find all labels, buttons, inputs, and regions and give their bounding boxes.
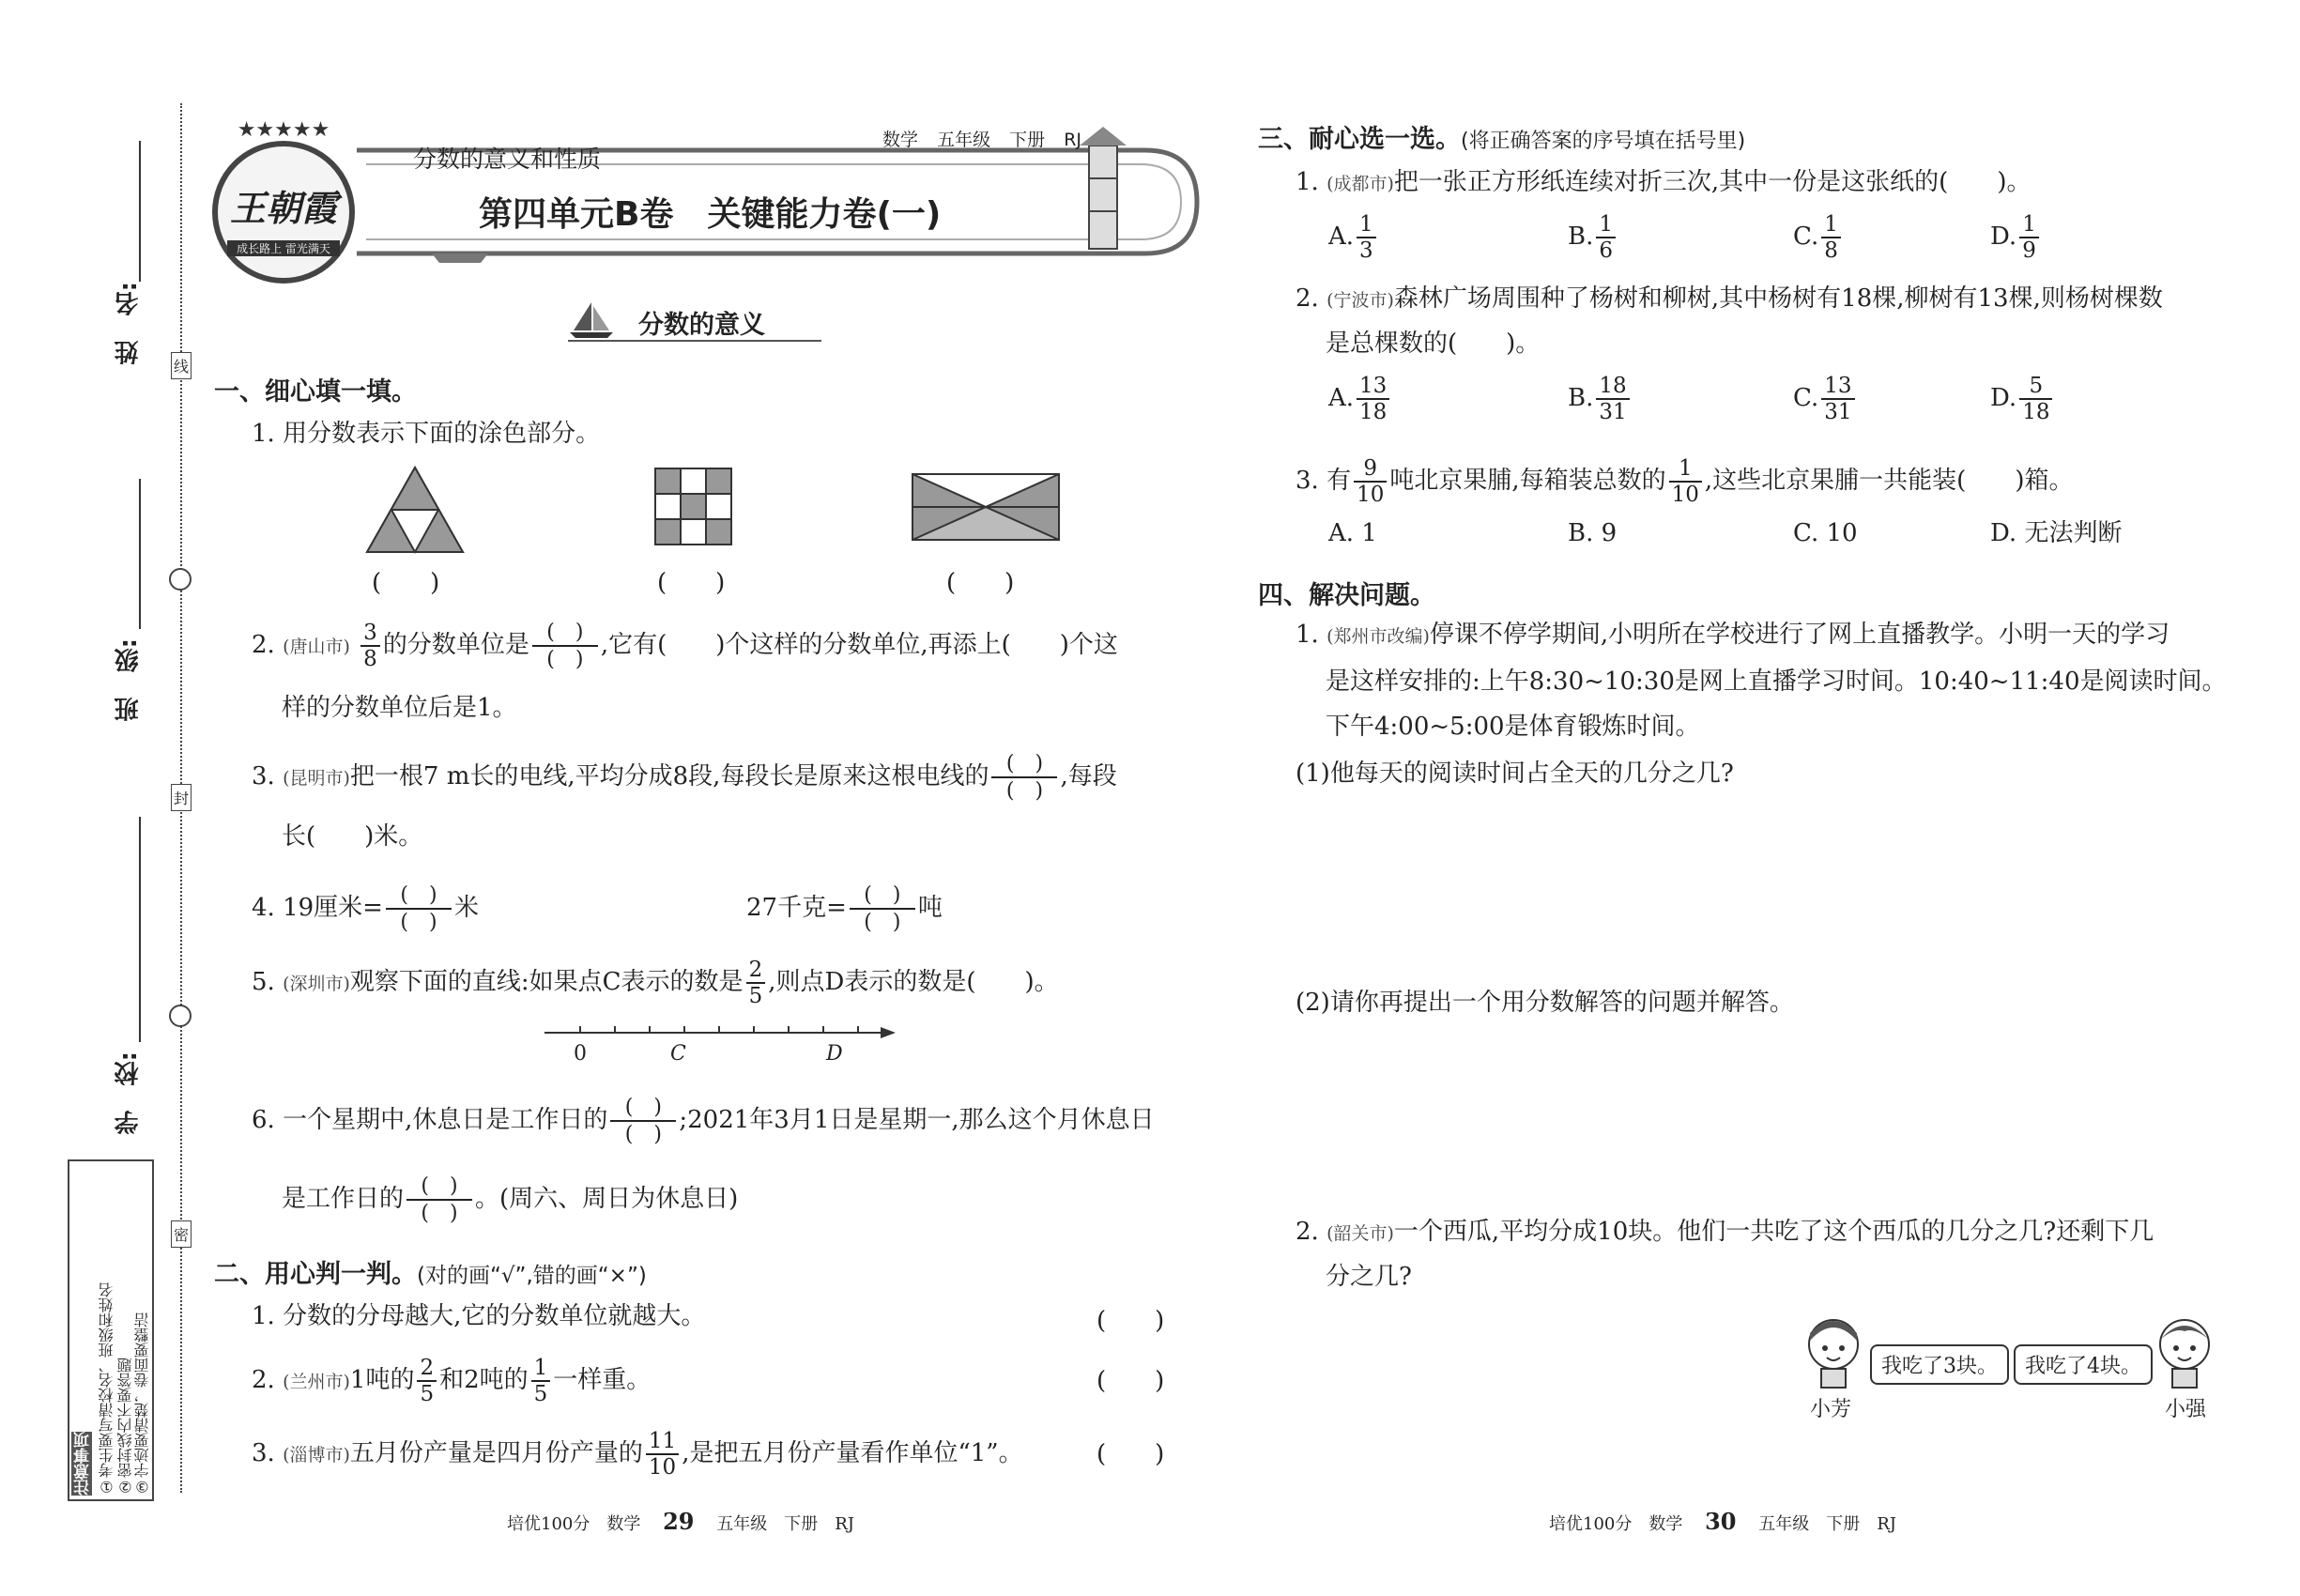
fraction: [1669, 456, 1702, 507]
cut-mark-line: 线: [171, 352, 192, 379]
denominator: 8: [363, 647, 377, 671]
fraction: [1357, 212, 1376, 263]
numerator: 1: [1596, 212, 1616, 238]
question-2: [252, 620, 1118, 672]
choice-3: [1296, 456, 2073, 507]
answer-area[interactable]: [1296, 1028, 2216, 1206]
question-text: 吨北京果脯,每箱装总数的: [1389, 467, 1666, 495]
note-item: ③字迹要清楚，卷面要整洁: [133, 1312, 151, 1496]
denominator: 8: [1824, 238, 1838, 263]
question-text: 是这样安排的:上午8:30~10:30是网上直播学习时间。10:40~11:40是阅读时间。: [1326, 668, 2227, 696]
section-1-title: 一、细心填一填。: [214, 377, 417, 407]
footer-brand: 培优100分 数学: [1549, 1514, 1683, 1534]
fraction: [1354, 456, 1387, 507]
note-item: ②密封线内不要答题: [116, 1358, 134, 1496]
option-b[interactable]: [1568, 374, 1633, 424]
answer-area[interactable]: [1296, 798, 2216, 986]
fraction: [746, 958, 766, 1008]
question-text: 19厘米=: [283, 894, 383, 922]
question-number: 3.: [252, 762, 275, 790]
fraction-blank[interactable]: ( ) ( ): [406, 1174, 472, 1226]
denominator: 3: [1359, 238, 1373, 263]
note-item: ①考生要写清校名、班级和姓名: [98, 1282, 115, 1496]
choice-2: [1296, 284, 2163, 315]
option-b[interactable]: B. 9: [1568, 519, 1618, 547]
meta-edition: RJ: [1064, 130, 1081, 150]
question-5: [252, 958, 1059, 1008]
fraction-blank[interactable]: ( ) ( ): [386, 882, 452, 935]
city-tag: (兰州市): [283, 1372, 350, 1392]
denominator: 5: [420, 1382, 435, 1406]
cut-circle-icon: [169, 1005, 192, 1027]
option-c[interactable]: C. 10: [1793, 519, 1858, 547]
fraction: [531, 1356, 551, 1406]
header: [207, 118, 1202, 282]
denominator: 6: [1599, 238, 1614, 263]
question-number: 2.: [252, 1366, 275, 1394]
fraction-blank[interactable]: ( ) ( ): [850, 882, 915, 935]
question-text: 的分数单位是: [382, 631, 529, 659]
section-3-title: [1258, 118, 1745, 155]
sailboat-icon: [568, 299, 615, 341]
city-tag: (淄博市): [283, 1445, 350, 1466]
name-line: [139, 141, 141, 282]
logo-sub: 成长路上 雷光满天: [227, 240, 340, 256]
denominator: 10: [1357, 483, 1385, 507]
page-title: 第四单元B卷 关键能力卷(一): [479, 195, 942, 234]
question-text: 1吨的: [349, 1366, 415, 1394]
fraction: [1821, 374, 1854, 424]
judge-2: [252, 1356, 651, 1406]
meta-term: 下册: [1009, 130, 1046, 150]
question-1: 1. 用分数表示下面的涂色部分。: [252, 420, 601, 448]
fraction: [1596, 212, 1616, 263]
city-tag: (韶关市): [1326, 1223, 1394, 1244]
question-text: ;2021年3月1日是星期一,那么这个月休息日: [679, 1106, 1155, 1134]
numerator: 2: [417, 1356, 437, 1382]
answer-blank[interactable]: ( ): [946, 569, 1015, 597]
question-text: 样的分数单位后是1。: [282, 694, 517, 722]
sub-question-2: (2)请你再提出一个用分数解答的问题并解答。: [1296, 989, 1794, 1017]
option-b[interactable]: [1568, 212, 1618, 263]
numerator: 5: [2019, 374, 2052, 400]
left-footer: [507, 1508, 854, 1535]
class-label: 班 级:: [115, 638, 143, 722]
question-text: 吨: [917, 894, 943, 922]
fraction: [360, 621, 380, 671]
section-2-note: (对的画“√”,错的画“×”): [417, 1264, 647, 1288]
section-4-title: 四、解决问题。: [1258, 581, 1435, 610]
section-2-heading: 二、用心判一判。: [214, 1260, 417, 1289]
question-number: 2.: [252, 631, 275, 659]
answer-blank[interactable]: ( ): [657, 569, 726, 597]
unit-topic: 分数的意义和性质: [413, 146, 602, 173]
option-d[interactable]: D. 无法判断: [1990, 519, 2123, 547]
notes-title: 注意事项: [71, 1432, 92, 1496]
number-line: [543, 1019, 899, 1047]
numerator: 18: [1596, 374, 1629, 400]
denominator: 10: [1671, 483, 1699, 507]
question-4: [252, 882, 479, 935]
judge-blank[interactable]: ( ): [1096, 1367, 1165, 1395]
option-c[interactable]: [1793, 374, 1858, 424]
option-label: C.: [1793, 223, 1819, 251]
right-footer: [1549, 1508, 1896, 1535]
section-3-note: (将正确答案的序号填在括号里): [1461, 130, 1746, 153]
boy-icon: [2152, 1314, 2217, 1389]
option-a[interactable]: [1328, 374, 1392, 424]
numerator: 2: [746, 958, 766, 984]
judge-blank[interactable]: ( ): [1096, 1440, 1165, 1468]
triangle-figure: [363, 464, 467, 558]
city-tag: (郑州市改编): [1326, 626, 1430, 647]
question-text: 27千克=: [746, 894, 847, 922]
denominator: 31: [1824, 400, 1852, 424]
question-number: 1.: [1296, 621, 1319, 649]
judge-1: 1. 分数的分母越大,它的分数单位就越大。: [252, 1302, 706, 1330]
city-tag: (宁波市): [1326, 290, 1394, 311]
grid-figure: [654, 468, 733, 546]
girl-icon: [1801, 1314, 1866, 1389]
city-tag: (成都市): [1326, 174, 1394, 194]
question-text: 一个西瓜,平均分成10块。他们一共吃了这个西瓜的几分之几?还剩下几: [1393, 1218, 2154, 1246]
numerator: 1: [1669, 456, 1702, 483]
fraction: [646, 1429, 679, 1480]
rectangle-figure: [911, 472, 1061, 542]
fraction: [1821, 212, 1841, 263]
question-text: ,它有( )个这样的分数单位,再添上( )个这: [600, 631, 1118, 659]
option-label: C.: [1793, 384, 1819, 412]
question-text: 一个星期中,休息日是工作日的: [283, 1106, 608, 1134]
problem-1: [1296, 620, 2170, 652]
page-number: 29: [663, 1508, 695, 1535]
denominator: 9: [2022, 238, 2036, 263]
logo-badge: [212, 118, 355, 284]
name-label: 姓 名:: [115, 282, 143, 365]
question-text: 是工作日的: [282, 1185, 405, 1213]
problem-2: [1296, 1217, 2154, 1249]
option-label: B.: [1568, 223, 1594, 251]
city-tag: (深圳市): [283, 974, 350, 994]
class-line: [139, 479, 141, 629]
question-text: 把一张正方形纸连续对折三次,其中一份是这张纸的( )。: [1393, 168, 2032, 196]
fraction-blank[interactable]: ( ) ( ): [532, 620, 598, 672]
school-line: [139, 817, 141, 1042]
denominator: 5: [533, 1382, 548, 1406]
sub-question-1: (1)他每天的阅读时间占全天的几分之几?: [1296, 760, 1734, 788]
school-label: 学 校:: [115, 1051, 143, 1135]
option-a[interactable]: A. 1: [1328, 519, 1377, 547]
question-text: 长( )米。: [282, 822, 423, 851]
numerator: 9: [1354, 456, 1387, 483]
logo-text: 王朝霞: [229, 187, 337, 229]
option-label: D.: [1990, 384, 2017, 412]
fraction: [2019, 212, 2039, 263]
question-text: 森林广场周围种了杨树和柳树,其中杨树有18棵,柳树有13棵,则杨树棵数: [1393, 284, 2163, 313]
numerator: 1: [1821, 212, 1841, 238]
question-number: 2.: [1296, 1218, 1319, 1246]
banner-underline: [568, 340, 821, 342]
section-2-title: [214, 1253, 647, 1290]
question-text: 分之几?: [1326, 1263, 1412, 1291]
question-text: 把一根7 m长的电线,平均分成8段,每段长是原来这根电线的: [349, 762, 989, 790]
notes-box: [68, 1159, 154, 1501]
fraction: [417, 1356, 437, 1406]
city-tag: (昆明市): [283, 768, 350, 789]
question-4-part-b: [746, 882, 943, 935]
question-text: 五月份产量是四月份产量的: [349, 1439, 643, 1467]
question-text: 停课不停学期间,小明所在学校进行了网上直播教学。小明一天的学习: [1429, 621, 2170, 649]
option-d[interactable]: [1990, 212, 2042, 263]
meta-grade: 五年级: [937, 130, 991, 150]
question-text: 是总棵数的( )。: [1326, 330, 1541, 358]
cut-mark-seal: 封: [171, 784, 192, 811]
question-text: 。(周六、周日为休息日): [475, 1185, 739, 1213]
question-text: ,每段: [1060, 762, 1117, 790]
choice-1: [1296, 167, 2031, 199]
section-3-heading: 三、耐心选一选。: [1258, 125, 1461, 154]
page-number: 30: [1705, 1508, 1737, 1535]
denominator: 10: [648, 1455, 677, 1480]
question-text: 和2吨的: [439, 1366, 529, 1394]
section-banner: [568, 299, 821, 341]
numerator: 1: [1357, 212, 1376, 238]
question-text: 一样重。: [553, 1366, 652, 1394]
question-number: 3.: [252, 1439, 275, 1467]
question-number: 1.: [1296, 168, 1319, 196]
girl-name: 小芳: [1810, 1398, 1852, 1421]
question-number: 3.: [1296, 467, 1319, 495]
option-label: A.: [1328, 384, 1355, 412]
speech-bubble-1: 我吃了3块。: [1870, 1344, 2009, 1385]
question-number: 2.: [1296, 284, 1319, 313]
cut-circle-icon: [169, 568, 192, 591]
numerator: 1: [2019, 212, 2039, 238]
question-text: 下午4:00~5:00是体育锻炼时间。: [1326, 713, 1700, 741]
question-number: 6.: [252, 1106, 275, 1134]
footer-rest: 五年级 下册 RJ: [1758, 1514, 1897, 1534]
binding-sidebar: [0, 0, 188, 1596]
fraction: [1596, 374, 1629, 424]
question-text: ,是把五月份产量看作单位“1”。: [682, 1439, 1023, 1467]
city-tag: (唐山市): [283, 637, 350, 657]
section-banner-text: 分数的意义: [638, 311, 765, 340]
fraction: [2019, 374, 2052, 424]
numerator: 13: [1357, 374, 1389, 400]
numerator: 1: [531, 1356, 551, 1382]
question-text: ,则点D表示的数是( )。: [768, 968, 1059, 996]
question-number: 5.: [252, 968, 275, 996]
footer-rest: 五年级 下册 RJ: [716, 1514, 855, 1534]
answer-blank[interactable]: ( ): [372, 569, 440, 597]
fraction-blank[interactable]: ( ) ( ): [991, 751, 1057, 804]
numerator: 13: [1821, 374, 1854, 400]
boy-name: 小强: [2165, 1398, 2207, 1421]
option-c[interactable]: [1793, 212, 1844, 263]
fraction: [1357, 374, 1389, 424]
judge-3: [252, 1429, 1023, 1480]
question-text: 观察下面的直线:如果点C表示的数是: [349, 968, 744, 996]
option-d[interactable]: [1990, 374, 2055, 424]
option-label: B.: [1568, 384, 1594, 412]
option-label: D.: [1990, 223, 2017, 251]
numerator: 11: [646, 1429, 679, 1455]
star-icon: ★★★★★: [237, 118, 330, 142]
numerator: 3: [360, 621, 380, 647]
question-text: 米: [453, 894, 479, 922]
meta-subject: 数学: [882, 130, 919, 150]
denominator: 5: [748, 984, 763, 1008]
footer-brand: 培优100分 数学: [507, 1514, 641, 1534]
numline-label-0: 0: [574, 1042, 587, 1066]
denominator: 31: [1599, 400, 1627, 424]
denominator: 18: [2022, 400, 2050, 424]
option-a[interactable]: [1328, 212, 1379, 263]
question-6: [252, 1095, 1155, 1147]
numline-label-c: C: [670, 1042, 686, 1066]
denominator: 18: [1359, 400, 1388, 424]
fraction-blank[interactable]: ( ) ( ): [610, 1095, 676, 1147]
cut-mark-secret: 密: [171, 1220, 192, 1248]
question-6-line2: [282, 1174, 738, 1226]
judge-blank[interactable]: ( ): [1096, 1307, 1165, 1335]
question-text: 有: [1326, 467, 1352, 495]
meta-row: [882, 126, 1081, 151]
question-number: 4.: [252, 894, 275, 922]
option-label: A.: [1328, 223, 1355, 251]
numline-label-d: D: [826, 1042, 843, 1066]
question-text: ,这些北京果脯一共能装( )箱。: [1704, 467, 2074, 495]
speech-bubble-2: 我吃了4块。: [2014, 1344, 2153, 1385]
question-3: [252, 751, 1117, 804]
